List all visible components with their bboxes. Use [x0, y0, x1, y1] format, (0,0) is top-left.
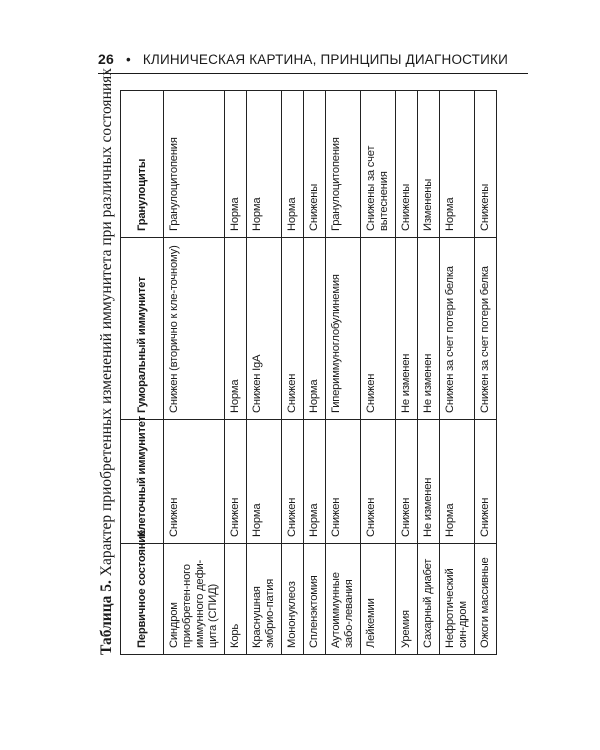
table-cell: Снижен за счет потери белка	[475, 238, 497, 420]
table-row	[326, 91, 361, 655]
table-cell: Снижен	[282, 420, 304, 544]
table-cell: Снижены	[304, 91, 326, 238]
table-cell: Сахарный диабет	[418, 544, 440, 655]
table-cell: Снижен	[361, 238, 396, 420]
table-row	[475, 91, 497, 655]
table-cell: Не изменен	[396, 238, 418, 420]
table-cell: Снижен	[475, 420, 497, 544]
table-cell: Изменены	[418, 91, 440, 238]
table-cell: Гранулоцитопения	[164, 91, 225, 238]
table-row	[225, 91, 247, 655]
rotated-table-block	[98, 67, 493, 655]
table-cell: Краснушная эмбрио-патия	[247, 544, 282, 655]
table-row	[164, 91, 225, 655]
table-cell: Снижены за счет вытеснения	[361, 91, 396, 238]
table-cell: Снижен (вторично к кле-точному)	[164, 238, 225, 420]
table-cell: Норма	[225, 91, 247, 238]
table-cell: Норма	[225, 238, 247, 420]
table-cell: Снижен	[396, 420, 418, 544]
table-cell: Снижен за счет потери белка	[440, 238, 475, 420]
table-cell: Снижен	[361, 420, 396, 544]
table-cell: Снижены	[475, 91, 497, 238]
table-cell: Норма	[304, 238, 326, 420]
table-cell: Аутоиммунные забо-левания	[326, 544, 361, 655]
table-cell: Норма	[440, 420, 475, 544]
column-header: Гранулоциты	[121, 91, 164, 238]
table-row	[418, 91, 440, 655]
immunity-table	[120, 90, 497, 655]
running-header	[98, 51, 528, 71]
table-row	[396, 91, 418, 655]
table-cell: Синдром приобретен-ного иммунного дефи-цита (СПИД)	[164, 544, 225, 655]
table-cell: Норма	[282, 91, 304, 238]
table-cell: Мононуклеоз	[282, 544, 304, 655]
table-cell: Ожоги массивные	[475, 544, 497, 655]
table-cell: Уремия	[396, 544, 418, 655]
table-cell: Не изменен	[418, 238, 440, 420]
table-cell: Лейкемии	[361, 544, 396, 655]
column-header: Клеточный иммунитет	[121, 420, 164, 544]
table-cell: Корь	[225, 544, 247, 655]
table-caption-label: Таблица 5.	[98, 580, 115, 655]
column-header: Первичное состояние	[121, 544, 164, 655]
table-cell: Снижен	[164, 420, 225, 544]
table-row	[304, 91, 326, 655]
table-row	[247, 91, 282, 655]
table-row	[361, 91, 396, 655]
table-cell: Норма	[440, 91, 475, 238]
page-number: 26	[98, 51, 114, 67]
table-cell: Норма	[304, 420, 326, 544]
table-cell: Норма	[247, 91, 282, 238]
table-cell: Гранулоцитопения	[326, 91, 361, 238]
header-rule	[98, 73, 528, 74]
table-row	[440, 91, 475, 655]
table-cell: Снижен	[282, 238, 304, 420]
table-caption-text: Характер приобретенных изменений иммунитета при различных состояниях	[98, 67, 115, 581]
running-title: КЛИНИЧЕСКАЯ КАРТИНА, ПРИНЦИПЫ ДИАГНОСТИКИ	[142, 52, 508, 67]
table-cell: Снижен	[326, 420, 361, 544]
table-cell: Норма	[247, 420, 282, 544]
table-cell: Снижены	[396, 91, 418, 238]
table-cell: Гипериммуноглобулинемия	[326, 238, 361, 420]
table-cell: Не изменен	[418, 420, 440, 544]
table-cell: Снижен	[225, 420, 247, 544]
table-row	[282, 91, 304, 655]
table-cell: Снижен IgA	[247, 238, 282, 420]
header-bullet: •	[125, 52, 131, 67]
table-caption	[98, 67, 116, 655]
column-header: Гуморальный иммунитет	[121, 238, 164, 420]
table-cell: Спленэктомия	[304, 544, 326, 655]
table-header-row	[121, 91, 164, 655]
table-cell: Нефротический син-дром	[440, 544, 475, 655]
